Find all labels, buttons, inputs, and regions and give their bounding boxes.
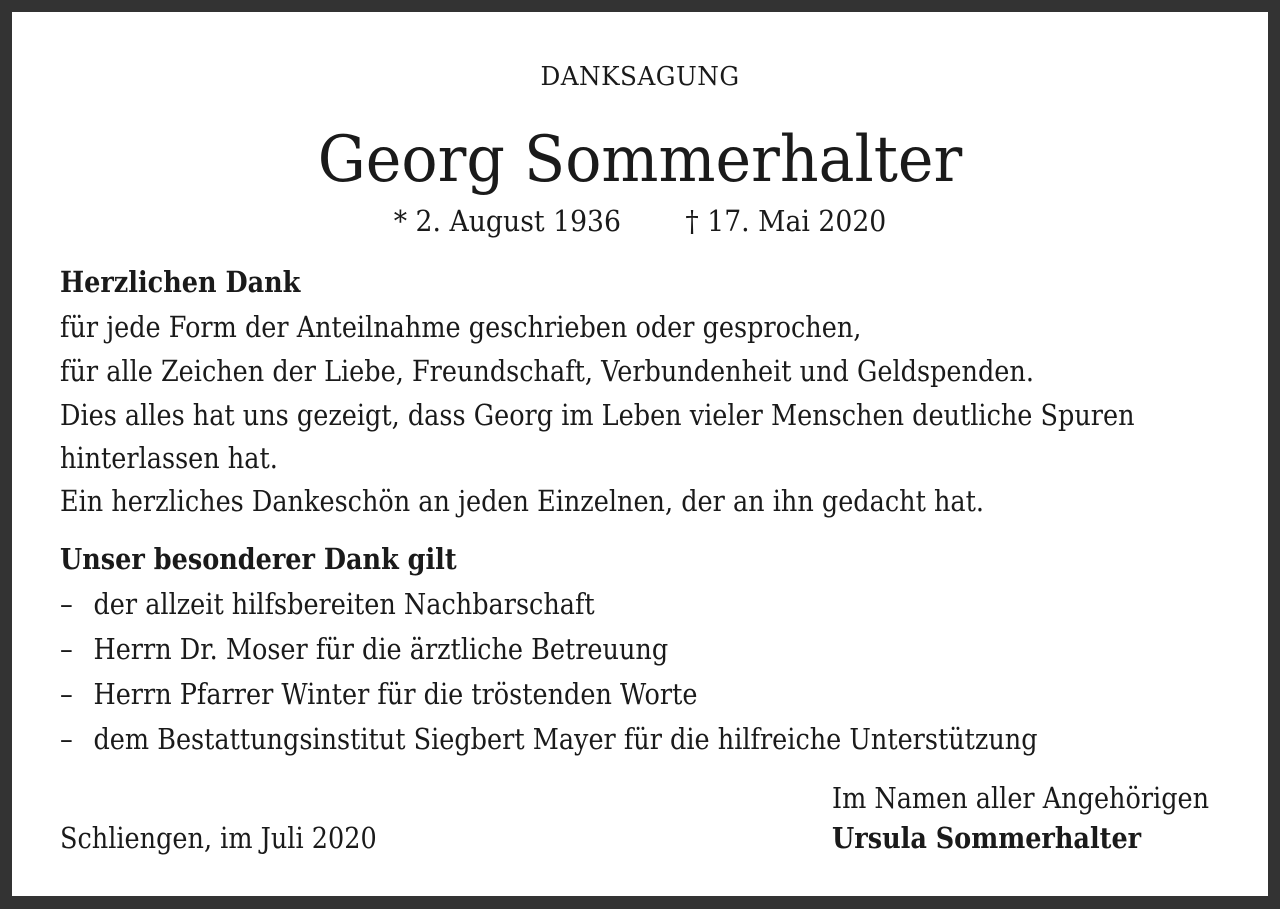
special-thanks-item: – Herrn Pfarrer Winter für die tröstenden Worte <box>60 677 698 711</box>
special-thanks-item: – der allzeit hilfsbereiten Nachbarschaft <box>60 587 595 621</box>
thanks-line: für alle Zeichen der Liebe, Freundschaft, Verbundenheit und Geldspenden. <box>60 354 1034 388</box>
dash-marker: – <box>60 722 73 756</box>
on-behalf-line: Im Namen aller Angehörigen <box>832 781 1210 815</box>
signer-name: Ursula Sommerhalter <box>832 821 1142 855</box>
notice-type-label: DANKSAGUNG <box>540 62 740 92</box>
obituary-card <box>12 12 1268 896</box>
thanks-line: für jede Form der Anteilnahme geschrieben oder gesprochen, <box>60 310 862 344</box>
life-dates <box>62 204 1218 238</box>
dash-marker: – <box>60 677 73 711</box>
thanks-line: hinterlassen hat. <box>60 441 278 475</box>
thanks-line: Dies alles hat uns gezeigt, dass Georg im Leben vieler Menschen deutliche Spuren <box>60 398 1135 432</box>
dash-marker: – <box>60 587 73 621</box>
deceased-name: Georg Sommerhalter <box>317 123 963 197</box>
thanks-heading: Herzlichen Dank <box>60 265 301 299</box>
dash-marker: – <box>60 632 73 666</box>
thanks-line: Ein herzliches Dankeschön an jeden Einzelnen, der an ihn gedacht hat. <box>60 484 984 518</box>
special-thanks-item: – Herrn Dr. Moser für die ärztliche Betreuung <box>60 632 669 666</box>
birth-date: * 2. August 1936 <box>393 204 621 238</box>
death-date: † 17. Mai 2020 <box>685 204 887 238</box>
special-thanks-item: – dem Bestattungsinstitut Siegbert Mayer für die hilfreiche Unterstützung <box>60 722 1038 756</box>
place-and-date: Schliengen, im Juli 2020 <box>60 821 377 855</box>
special-thanks-heading: Unser besonderer Dank gilt <box>60 542 457 576</box>
